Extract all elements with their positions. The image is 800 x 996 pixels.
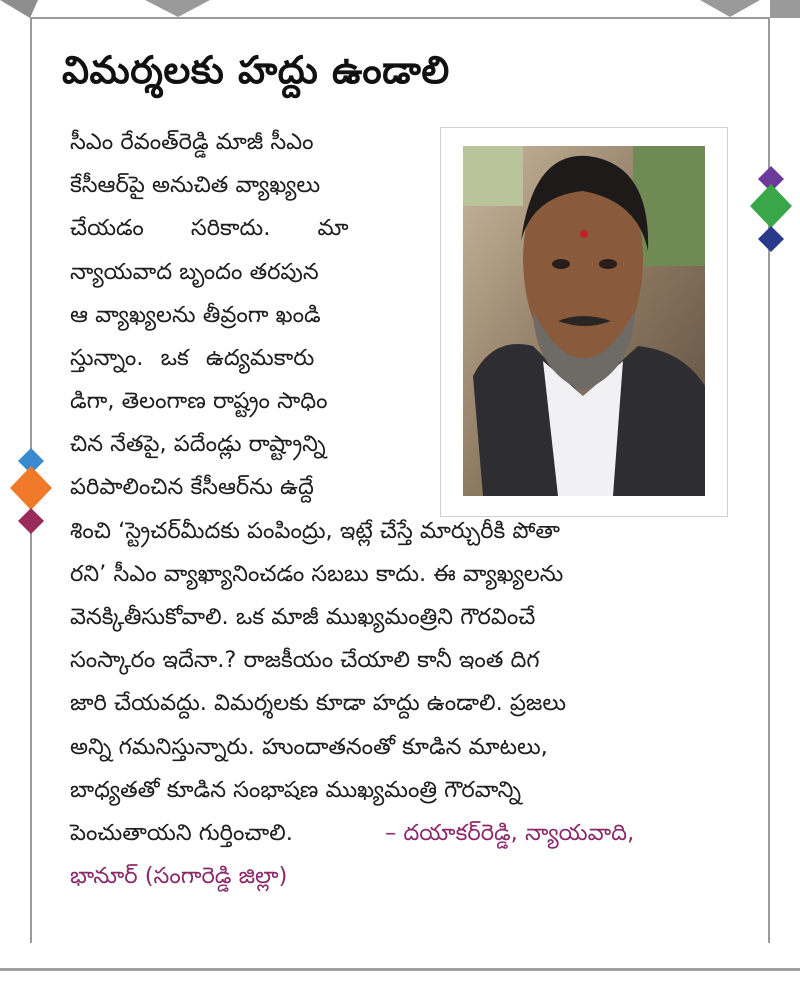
body-line-14: జారి చేయవద్దు. విమర్శలకు కూడా హద్దు ఉండాలి. ప్రజలు [70, 690, 567, 716]
frame-bottom-rule [0, 968, 800, 971]
body-line-6: స్తున్నాం. ఒక ఉద్యమకారు [70, 345, 315, 371]
body-line-5: ఆ వ్యాఖ్యలను తీవ్రంగా ఖండి [70, 302, 321, 328]
body-line-11: రని’ సీఎం వ్యాఖ్యానించడం సబబు కాదు. ఈ వ్యాఖ్యలను [70, 561, 564, 587]
article-headline: విమర్శలకు హద్దు ఉండాలి [62, 48, 450, 92]
frame-right-rule [768, 18, 770, 943]
body-line-9: పరిపాలించిన కేసీఆర్‌ను ఉద్దే [70, 474, 314, 500]
signature-place: భానూర్ (సంగారెడ్డి జిల్లా) [70, 863, 288, 889]
frame-top-rule [30, 17, 770, 19]
body-line-16: బాధ్యతతో కూడిన సంభాషణ ముఖ్యమంత్రి గౌరవాన్ని [70, 777, 522, 803]
body-line-2: కేసీఆర్‌పై అనుచిత వ్యాఖ్యలు [70, 172, 321, 198]
body-line-1: సీఎం రేవంత్‌రెడ్డి మాజీ సీఎం [70, 129, 314, 155]
body-line-3: చేయడం సరికాదు. మా [70, 215, 349, 241]
body-line-10: శించి ‘స్ట్రెచర్‌మీదకు పంపింద్రు, ఇట్లే చేస్తే మార్చురీకి పోతా [70, 518, 560, 544]
signature-name: – దయాకర్‌రెడ్డి, న్యాయవాది, [385, 820, 635, 846]
diamond-ornament-right [748, 166, 794, 254]
body-line-4: న్యాయవాద బృందం తరపున [70, 259, 319, 285]
body-line-17: పెంచుతాయని గుర్తించాలి. [70, 820, 293, 846]
top-frame-decoration [0, 0, 800, 18]
body-line-7: డిగా, తెలంగాణ రాష్ట్రం సాధిం [70, 388, 328, 414]
body-line-13: సంస్కారం ఇదేనా.? రాజకీయం చేయాలి కానీ ఇంత దిగ [70, 647, 540, 673]
body-line-8: చిన నేతపై, పదేండ్లు రాష్ట్రాన్ని [70, 431, 326, 457]
author-photo [463, 146, 705, 496]
body-line-15: అన్ని గమనిస్తున్నారు. హుందాతనంతో కూడిన మాటలు, [70, 734, 548, 760]
body-line-12: వెనక్కితీసుకోవాలి. ఒక మాజీ ముఖ్యమంత్రిని గౌరవించే [70, 604, 536, 630]
diamond-ornament-left [8, 448, 54, 536]
